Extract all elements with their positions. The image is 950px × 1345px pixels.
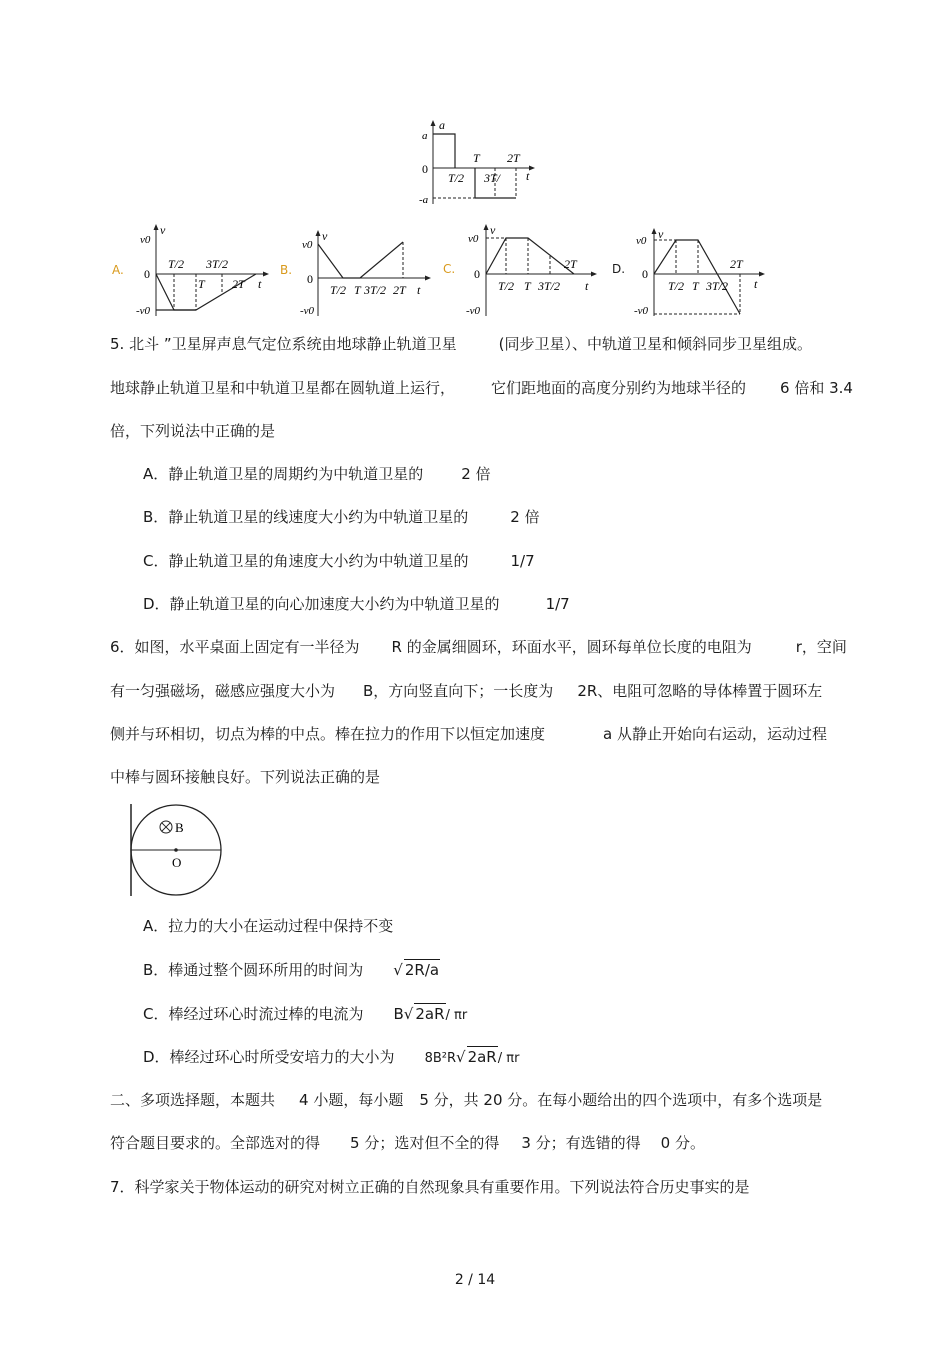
q6-text-3a: 侧并与环相切，切点为棒的中点。棒在拉力的作用下以恒定加速度 bbox=[110, 725, 546, 743]
page-number: 2 / 14 bbox=[454, 1272, 496, 1288]
option-c-zero: 0 bbox=[474, 267, 480, 281]
q5-line-3: 倍，下列说法中正确的是 bbox=[110, 422, 276, 440]
option-d-tick-2: 3T/2 bbox=[706, 279, 729, 293]
graph-a-tick-2t: 2T bbox=[507, 151, 520, 165]
option-a-mv0: -v0 bbox=[136, 305, 151, 317]
acceleration-time-graph bbox=[418, 118, 538, 210]
sqrt-icon: √ bbox=[403, 1005, 414, 1023]
q6-line-3 bbox=[110, 724, 827, 744]
q7-line-1: 7．科学家关于物体运动的研究对树立正确的自然现象具有重要作用。下列说法符合历史事实的是 bbox=[110, 1178, 750, 1196]
q6-text-1b: R 的金属细圆环，环面水平，圆环每单位长度的电阻为 bbox=[391, 638, 752, 656]
option-b-tick-2: 3T/2 bbox=[364, 283, 387, 297]
q6-option-b-text: B．棒通过整个圆环所用的时间为 bbox=[143, 961, 364, 979]
q5-option-b bbox=[143, 507, 540, 527]
section2-line-2 bbox=[110, 1133, 705, 1153]
option-d-mv0: -v0 bbox=[634, 305, 649, 317]
q5-text-2a: 地球静止轨道卫星和中轨道卫星都在圆轨道上运行， bbox=[110, 379, 456, 397]
option-b-letter: B. bbox=[280, 263, 293, 277]
q6-line-1 bbox=[110, 637, 847, 657]
option-b-t: t bbox=[417, 283, 421, 297]
q6-option-c-post: / πr bbox=[445, 1008, 468, 1023]
q5-line-2 bbox=[110, 378, 853, 398]
option-a-zero: 0 bbox=[144, 267, 150, 281]
graph-a-xlabel: t bbox=[526, 169, 530, 183]
q6-option-b bbox=[143, 959, 440, 980]
option-c-v: v bbox=[490, 223, 496, 237]
graph-a-ylabel: a bbox=[439, 118, 445, 132]
option-b-v: v bbox=[322, 229, 328, 243]
option-c-tick-2: 3T/2 bbox=[538, 279, 561, 293]
section2-text-2d: 0 分。 bbox=[660, 1134, 705, 1152]
option-d-graph bbox=[630, 226, 770, 320]
section2-text-1a: 二、多项选择题，本题共 bbox=[110, 1091, 276, 1109]
center-o-label: O bbox=[172, 855, 182, 870]
ring-figure bbox=[122, 802, 232, 898]
option-c-mv0: -v0 bbox=[466, 305, 481, 317]
q6-option-a: A．拉力的大小在运动过程中保持不变 bbox=[143, 917, 394, 935]
graph-a-bottom-tick: -a bbox=[419, 194, 429, 206]
section2-line-1 bbox=[110, 1090, 822, 1110]
option-c-letter: C. bbox=[443, 262, 456, 276]
section2-text-2c: 3 分；有选错的得 bbox=[521, 1134, 641, 1152]
q6-option-c bbox=[143, 1003, 467, 1026]
q6-option-d bbox=[143, 1046, 519, 1069]
option-d-zero: 0 bbox=[642, 267, 648, 281]
q6-option-b-radicand: 2R/a bbox=[404, 961, 440, 979]
q6-option-c-text: C．棒经过环心时流过棒的电流为 bbox=[143, 1005, 364, 1023]
q6-option-d-post: / πr bbox=[497, 1051, 520, 1066]
q5-option-b-value: 2 倍 bbox=[510, 508, 540, 526]
option-b-graph bbox=[298, 228, 438, 320]
q5-text-1a: 5. 北斗 ”卫星屏声息气定位系统由地球静止轨道卫星 bbox=[110, 335, 457, 353]
option-c-tick-3: 2T bbox=[564, 257, 577, 271]
option-a-t: t bbox=[258, 277, 262, 291]
q6-option-c-pre: B bbox=[393, 1005, 404, 1023]
q6-option-c-radicand: 2aR bbox=[415, 1005, 445, 1023]
q5-text-2b: 它们距地面的高度分别约为地球半径的 bbox=[491, 379, 747, 397]
q6-line-4: 中棒与圆环接触良好。下列说法正确的是 bbox=[110, 768, 381, 786]
option-b-tick-0: T/2 bbox=[330, 283, 347, 297]
section2-text-1c: 5 分，共 20 分。在每小题给出的四个选项中，有多个选项是 bbox=[419, 1091, 823, 1109]
q5-option-c bbox=[143, 551, 535, 571]
q5-option-a-text: A．静止轨道卫星的周期约为中轨道卫星的 bbox=[143, 465, 424, 483]
option-c-v0: v0 bbox=[468, 233, 479, 245]
option-a-letter: A. bbox=[112, 263, 124, 277]
q6-option-d-radicand: 2aR bbox=[467, 1048, 497, 1066]
section2-text-2b: 5 分；选对但不全的得 bbox=[350, 1134, 500, 1152]
graph-a-zero: 0 bbox=[422, 162, 428, 176]
q5-option-d bbox=[143, 594, 570, 614]
section2-text-1b: 4 小题，每小题 bbox=[299, 1091, 404, 1109]
q6-text-2b: B，方向竖直向下；一长度为 bbox=[363, 682, 554, 700]
q6-text-1a: 6．如图，水平桌面上固定有一半径为 bbox=[110, 638, 360, 656]
option-d-v0: v0 bbox=[636, 235, 647, 247]
q5-text-2c: 6 倍和 3.4 bbox=[780, 379, 853, 397]
section2-text-2a: 符合题目要求的。全部选对的得 bbox=[110, 1134, 321, 1152]
option-b-mv0: -v0 bbox=[300, 305, 315, 317]
option-d-letter: D. bbox=[612, 262, 626, 276]
graph-a-top-tick: a bbox=[422, 130, 428, 142]
q5-option-c-value: 1/7 bbox=[510, 552, 535, 570]
option-b-v0: v0 bbox=[302, 239, 313, 251]
q5-option-c-text: C．静止轨道卫星的角速度大小约为中轨道卫星的 bbox=[143, 552, 469, 570]
graph-a-tick-3t2: 3T/ bbox=[484, 171, 501, 185]
option-d-v: v bbox=[658, 227, 664, 241]
q6-text-2a: 有一匀强磁场，磁感应强度大小为 bbox=[110, 682, 336, 700]
field-b-label: B bbox=[175, 820, 184, 835]
option-a-tick-3: 2T bbox=[232, 277, 245, 291]
q6-option-d-pre: 8B²R bbox=[424, 1051, 456, 1066]
q5-option-b-text: B．静止轨道卫星的线速度大小约为中轨道卫星的 bbox=[143, 508, 469, 526]
option-b-zero: 0 bbox=[307, 272, 313, 286]
option-d-tick-0: T/2 bbox=[668, 279, 685, 293]
option-b-tick-1: T bbox=[354, 283, 361, 297]
option-c-graph bbox=[462, 222, 602, 320]
option-a-tick-2: T bbox=[198, 277, 205, 291]
option-d-tick-1: T bbox=[692, 279, 699, 293]
graph-a-tick-t: T bbox=[473, 151, 480, 165]
q5-option-a-value: 2 倍 bbox=[461, 465, 491, 483]
option-c-t: t bbox=[585, 279, 589, 293]
q5-option-d-value: 1/7 bbox=[545, 595, 570, 613]
graph-a-tick-t2: T/2 bbox=[448, 171, 465, 185]
sqrt-icon: √ bbox=[456, 1048, 466, 1066]
option-c-tick-0: T/2 bbox=[498, 279, 515, 293]
option-a-v: v bbox=[160, 223, 166, 237]
q6-option-d-text: D．棒经过环心时所受安培力的大小为 bbox=[143, 1048, 395, 1066]
option-a-graph bbox=[134, 222, 274, 320]
option-a-tick-0: T/2 bbox=[168, 257, 185, 271]
q6-text-3b: a 从静止开始向右运动，运动过程 bbox=[603, 725, 827, 743]
option-b-tick-3: 2T bbox=[393, 283, 406, 297]
q6-line-2 bbox=[110, 681, 822, 701]
q6-text-2c: 2R、电阻可忽略的导体棒置于圆环左 bbox=[577, 682, 823, 700]
q6-text-1c: r，空间 bbox=[795, 638, 847, 656]
option-d-t: t bbox=[754, 277, 758, 291]
sqrt-icon: √ bbox=[393, 961, 403, 979]
q5-option-a bbox=[143, 464, 491, 484]
q5-text-1b: (同步卫星）、中轨道卫星和倾斜同步卫星组成。 bbox=[498, 335, 812, 353]
option-a-tick-1: 3T/2 bbox=[206, 257, 229, 271]
option-c-tick-1: T bbox=[524, 279, 531, 293]
q5-option-d-text: D．静止轨道卫星的向心加速度大小约为中轨道卫星的 bbox=[143, 595, 500, 613]
q5-line-1 bbox=[110, 334, 812, 354]
option-d-tick-3: 2T bbox=[730, 257, 743, 271]
option-a-v0: v0 bbox=[140, 234, 151, 246]
